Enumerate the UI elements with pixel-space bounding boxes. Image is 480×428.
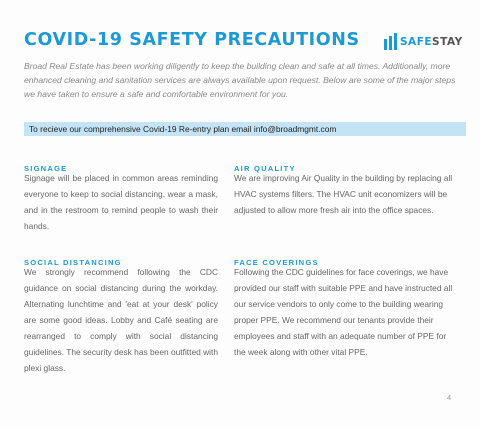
logo-safe: SAFE (400, 35, 433, 48)
intro-paragraph: Broad Real Estate has been working diligently to keep the building clean and safe at all times. Additionally, more enhanced cleaning and sanitation services are always available upon request. Below are some of the major steps we have taken to ensure a safe and comfortable environment for you. (24, 61, 456, 99)
page-title: COVID-19 SAFETY PRECAUTIONS (24, 30, 360, 50)
social-distancing-heading: SOCIAL DISTANCING (24, 258, 122, 267)
air-quality-body: We are improving Air Quality in the building by replacing all HVAC systems filters. The HVAC unit economizers will be adjusted to allow more fresh air into the office spaces. (234, 173, 453, 215)
safestay-logo (384, 33, 463, 50)
page-number: 4 (447, 393, 452, 402)
face-coverings-heading: FACE COVERINGS (234, 258, 319, 267)
face-coverings-body: Following the CDC guidelines for face coverings, we have provided our staff with suitable PPE and have instructed all our service vendors to only come to the building wearing proper PPE. We recommend our tenants provide their employees and staff with an adequate number of PPE for the week along with other vital PPE. (234, 267, 453, 357)
signage-heading: SIGNAGE (24, 164, 68, 173)
signage-body: Signage will be placed in common areas reminding everyone to keep to social distancing, wear a mask, and in the restroom to remind people to wash their hands. (24, 173, 218, 231)
social-distancing-body: We strongly recommend following the CDC guidance on social distancing during the workday. Alternating lunchtime and 'eat at your desk' policy are some good ideas. Lobby and Café seating are rearranged to comply with social distancing guidelines. The security desk has been outfitted with plexi glass. (24, 267, 218, 373)
logo-stay: STAY (432, 35, 463, 48)
air-quality-heading: AIR QUALITY (234, 164, 296, 173)
reentry-plan-banner: To recieve our comprehensive Covid-19 Re-entry plan email info@broadmgmt.com (24, 122, 466, 136)
logo-bars-icon (384, 33, 397, 50)
